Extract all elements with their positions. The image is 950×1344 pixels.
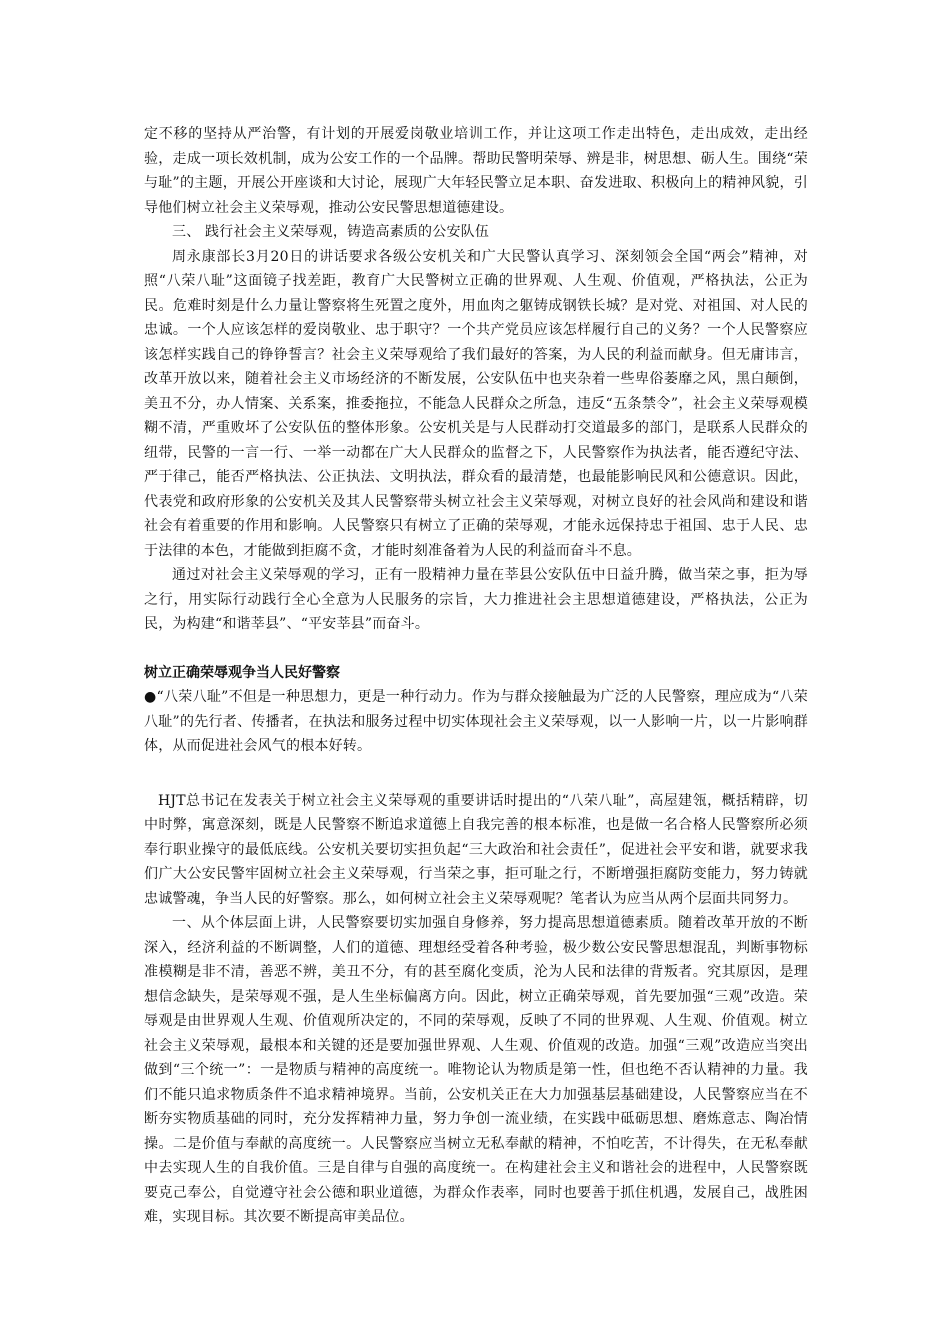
paragraph-intro-continuation: 定不移的坚持从严治警，有计划的开展爱岗敬业培训工作，并让这项工作走出特色，走出成效，走出经验，走成一项长效机制，成为公安工作的一个品牌。帮助民警明荣辱、辨是非，树思想、砺人生。围绕“荣与耻”的主题，开展公开座谈和大讨论，展现广大年轻民警立足本职、奋发进取、积极向上的精神风貌，引导他们树立社会主义荣辱观，推动公安民警思想道德建设。 bbox=[144, 126, 808, 216]
paragraph-individual-level: 一、从个体层面上讲，人民警察要切实加强自身修养，努力提高思想道德素质。随着改革开放的不断深入，经济利益的不断调整，人们的道德、理想经受着各种考验，极少数公安民警思想混乱，判断事物标准模糊是非不清，善恶不辨，美丑不分，有的甚至腐化变质，沦为人民和法律的背叛者。究其原因，是理想信念缺失，是荣辱观不强，是人生坐标偏离方向。因此，树立正确荣辱观，首先要加强“三观”改造。荣辱观是由世界观人生观、价值观所决定的，不同的荣辱观，反映了不同的世界观、人生观、价值观。树立社会主义荣辱观，最根本和关键的还是要加强世界观、人生观、价值观的改造。加强“三观”改造应当突出做到“三个统一”：一是物质与精神的高度统一。唯物论认为物质是第一性，但也绝不否认精神的力量。我们不能只追求物质条件不追求精神境界。当前，公安机关正在大力加强基层基础建设，人民警察应当在不断夯实物质基础的同时，充分发挥精神力量，努力争创一流业绩，在实践中砥砺思想、磨炼意志、陶冶情操。二是价值与奉献的高度统一。人民警察应当树立无私奉献的精神，不怕吃苦，不计得失，在无私奉献中去实现人生的自我价值。三是自律与自强的高度统一。在构建社会主义和谐社会的进程中，人民警察既要克己奉公，自觉遵守社会公德和职业道德，为群众作表率，同时也要善于抓住机遇，发展自己，战胜困难，实现目标。其次要不断提高审美品位。 bbox=[144, 915, 808, 1225]
paragraph-conclusion: 通过对社会主义荣辱观的学习，正有一股精神力量在莘县公安队伍中日益升腾，做当荣之事，拒为辱之行，用实际行动践行全心全意为人民服务的宗旨，大力推进社会主思想道德建设，严格执法，公正为民，为构建“和谐莘县”、“平安莘县”而奋斗。 bbox=[144, 567, 808, 632]
bullet-summary: ●“八荣八耻”不但是一种思想力，更是一种行动力。作为与群众接触最为广泛的人民警察，理应成为“八荣八耻”的先行者、传播者，在执法和服务过程中切实体现社会主义荣辱观，以一人影响一片，以一片影响群体，从而促进社会风气的根本好转。 bbox=[144, 689, 808, 754]
article-heading: 树立正确荣辱观争当人民好警察 bbox=[144, 664, 340, 681]
section-three-title: 三、 践行社会主义荣辱观，铸造高素质的公安队伍 bbox=[172, 224, 490, 240]
paragraph-speech: 周永康部长3月20日的讲话要求各级公安机关和广大民警认真学习、深刻领会全国“两会”精神，对照“八荣八耻”这面镜子找差距，教育广大民警树立正确的世界观、人生观、价值观，严格执法，公正为民。危难时刻是什么力量让警察将生死置之度外，用血肉之躯铸成钢铁长城？是对党、对祖国、对人民的忠诚。一个人应该怎样的爱岗敬业、忠于职守？一个共产党员应该怎样履行自己的义务？一个人民警察应该怎样实践自己的铮铮誓言？社会主义荣辱观给了我们最好的答案，为人民的利益而献身。但无庸讳言，改革开放以来，随着社会主义市场经济的不断发展，公安队伍中也夹杂着一些卑俗萎靡之风，黑白颠倒，美丑不分，办人情案、关系案，推委拖拉，不能急人民群众之所急，违反“五条禁令”，社会主义荣辱观模糊不清，严重败坏了公安队伍的整体形象。公安机关是与人民群动打交道最多的部门，是联系人民群众的纽带，民警的一言一行、一举一动都在广大人民群众的监督之下，人民警察作为执法者，能否遵纪守法、严于律己，能否严格执法、公正执法、文明执法，群众看的最清楚，也最能影响民风和公德意识。因此，代表党和政府形象的公安机关及其人民警察带头树立社会主义荣辱观，对树立良好的社会风尚和建设和谐社会有着重要的作用和影响。人民警察只有树立了正确的荣辱观，才能永远保持忠于祖国、忠于人民、忠于法律的本色，才能做到拒腐不贪，才能时刻准备着为人民的利益而奋斗不息。 bbox=[144, 248, 808, 559]
document-page bbox=[144, 122, 808, 1230]
paragraph-hjt-speech: HJT总书记在发表关于树立社会主义荣辱观的重要讲话时提出的“八荣八耻”，高屋建瓴，概括精辟，切中时弊，寓意深刻，既是人民警察不断追求道德上自我完善的根本标准，也是做一名合格人民警察所必须奉行职业操守的最低底线。公安机关要切实担负起“三大政治和社会责任”，促进社会平安和谐，就要求我们广大公安民警牢固树立社会主义荣辱观，行当荣之事，拒可耻之行，不断增强拒腐防变能力，努力铸就忠诚警魂，争当人民的好警察。那么，如何树立社会主义荣辱观呢？笔者认为应当从两个层面共同努力。 bbox=[144, 792, 808, 907]
